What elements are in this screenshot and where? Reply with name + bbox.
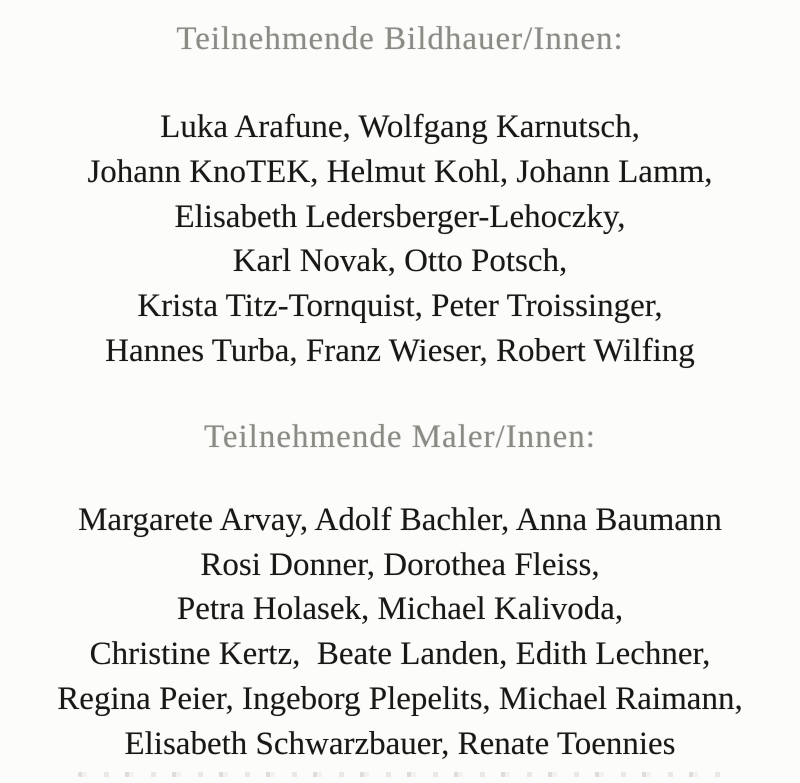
participant-line: Hannes Turba, Franz Wieser, Robert Wilfing <box>105 332 695 369</box>
painter-names-block <box>0 498 800 767</box>
participant-line: Margarete Arvay, Adolf Bachler, Anna Baumann <box>78 501 722 538</box>
participant-line: Regina Peier, Ingeborg Plepelits, Michael Raimann, <box>57 680 743 717</box>
participant-line: Christine Kertz, Beate Landen, Edith Lechner, <box>89 636 711 673</box>
participant-line: Elisabeth Schwarzbauer, Renate Toennies <box>124 725 676 762</box>
participant-line: Luka Arafune, Wolfgang Karnutsch, <box>160 109 640 145</box>
participant-line: Petra Holasek, Michael Kalivoda, <box>176 591 624 628</box>
participant-line: Rosi Donner, Dorothea Fleiss, <box>200 546 600 583</box>
participant-line: Karl Novak, Otto Potsch, <box>232 243 568 280</box>
cutoff-text-remnant <box>78 772 726 777</box>
participant-line: Krista Titz-Tornquist, Peter Troissinger, <box>137 288 663 325</box>
section-heading-sculptors: Teilnehmende Bildhauer/Innen: <box>176 21 624 57</box>
participant-line: Johann KnoTEK, Helmut Kohl, Johann Lamm, <box>87 153 713 190</box>
section-heading-painters: Teilnehmende Maler/Innen: <box>204 418 596 455</box>
participant-line: Elisabeth Ledersberger-Lehoczky, <box>174 198 626 235</box>
sculptor-names-block <box>0 105 800 374</box>
